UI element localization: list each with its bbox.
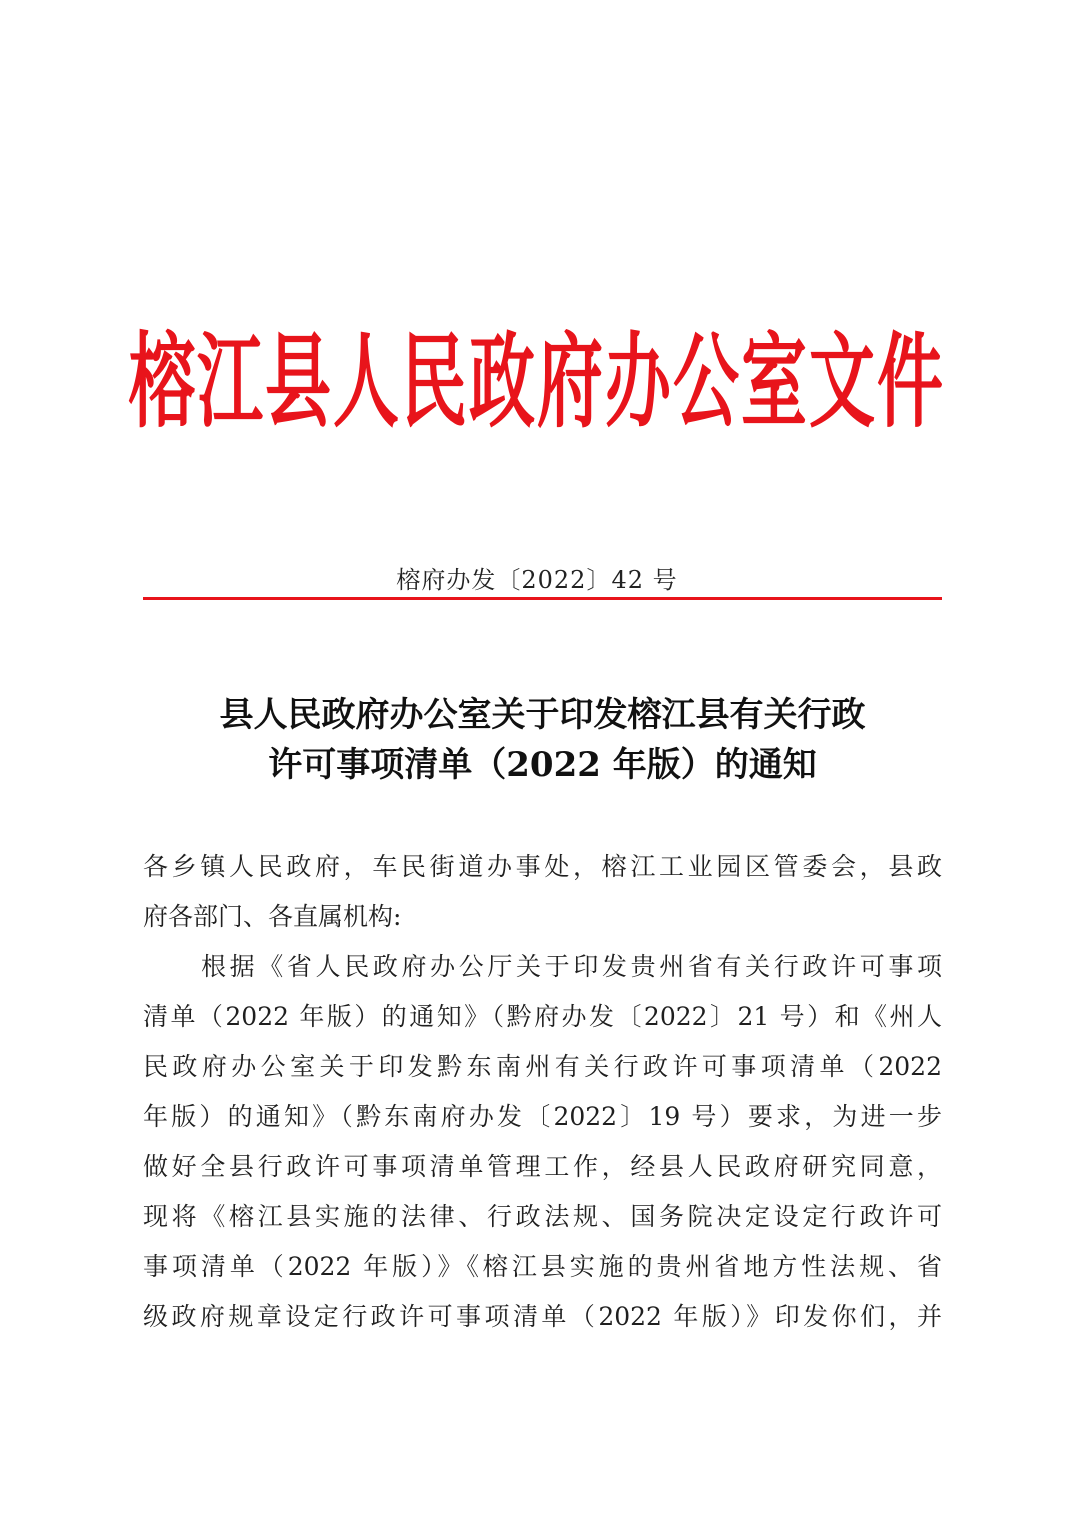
paragraph-line: 民政府办公室关于印发黔东南州有关行政许可事项清单（2022: [143, 1052, 942, 1081]
paragraph-line: 清单（2022 年版）的通知》（黔府办发〔2022〕21 号）和《州人: [143, 1002, 942, 1031]
red-divider-line: [143, 597, 942, 600]
paragraph-line: 事项清单（2022 年版）》《榕江县实施的贵州省地方性法规、省: [143, 1252, 942, 1281]
title-line: 县人民政府办公室关于印发榕江县有关行政: [219, 695, 866, 735]
salutation-line: 府各部门、各直属机构:: [143, 902, 402, 931]
masthead-title: 榕江县人民政府办公室文件: [129, 320, 945, 442]
document-number: 榕府办发〔2022〕42 号: [396, 566, 678, 594]
salutation-line: 各乡镇人民政府，车民街道办事处，榕江工业园区管委会，县政: [143, 852, 942, 881]
paragraph-line: 根据《省人民政府办公厅关于印发贵州省有关行政许可事项: [201, 952, 942, 981]
title-line: 许可事项清单（2022 年版）的通知: [268, 745, 817, 785]
paragraph-line: 现将《榕江县实施的法律、行政法规、国务院决定设定行政许可: [143, 1202, 942, 1231]
document-title: [143, 690, 942, 790]
paragraph-line: 级政府规章设定行政许可事项清单（2022 年版）》印发你们，并: [143, 1302, 942, 1331]
paragraph-line: 年版）的通知》（黔东南府办发〔2022〕19 号）要求，为进一步: [143, 1102, 942, 1131]
document-body: [143, 842, 942, 1342]
paragraph-line: 做好全县行政许可事项清单管理工作，经县人民政府研究同意，: [143, 1152, 942, 1181]
